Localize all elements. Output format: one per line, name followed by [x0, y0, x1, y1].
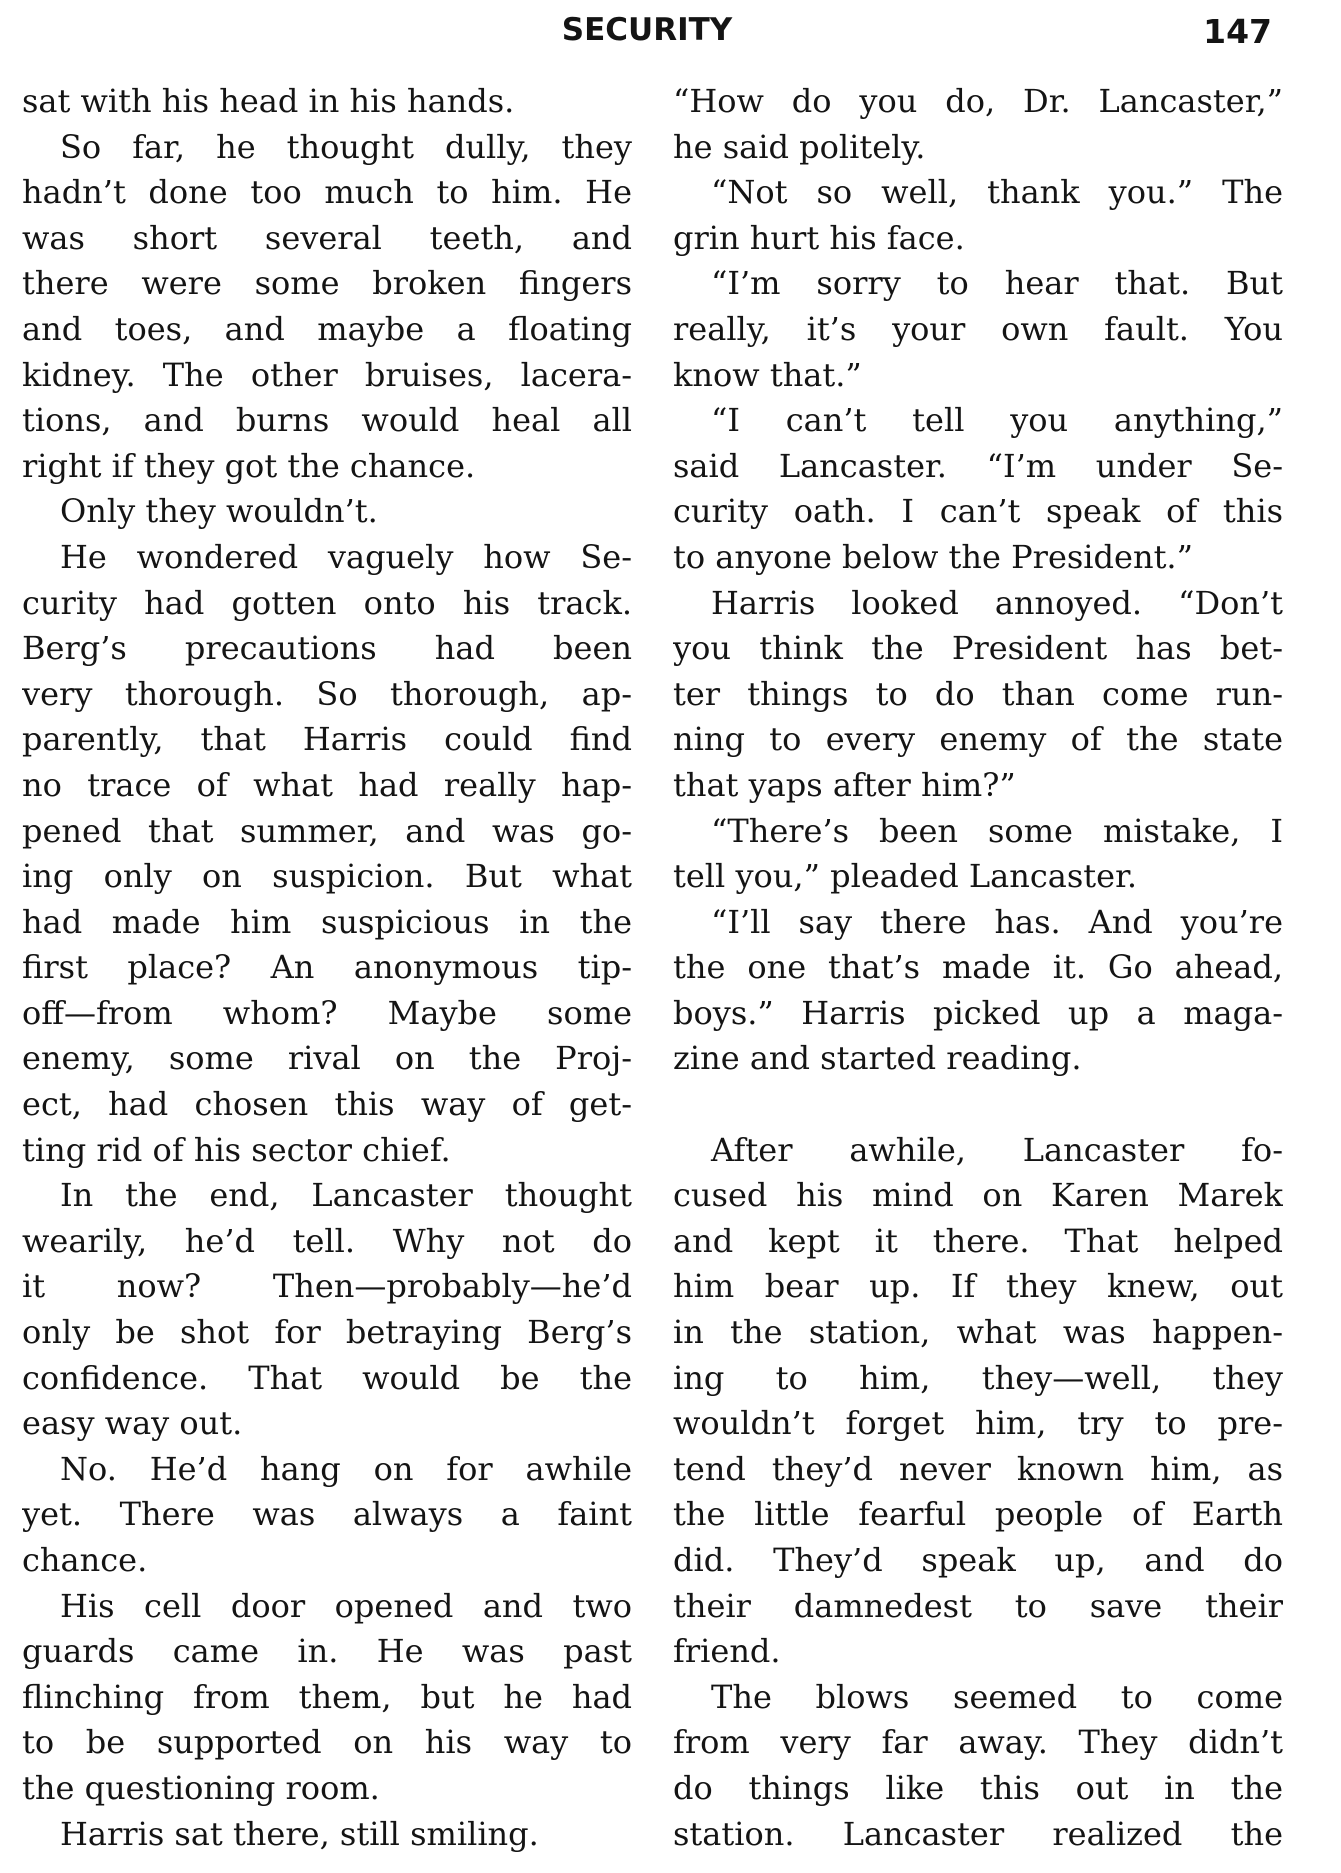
text-line: really, it’s your own fault. You — [673, 309, 1283, 348]
text-line: their damnedest to save their — [673, 1586, 1283, 1625]
text-line: you think the President has bet- — [673, 629, 1283, 668]
text-line: in the station, what was happen- — [673, 1313, 1283, 1352]
text-line: In the end, Lancaster thought — [60, 1176, 632, 1215]
text-line: only be shot for betraying Berg’s — [22, 1313, 632, 1352]
text-line: “Not so well, thank you.” The — [711, 173, 1283, 212]
text-line: it now? Then—probably—he’d — [22, 1267, 632, 1306]
text-line: station. Lancaster realized the — [673, 1814, 1283, 1853]
text-line: the questioning room. — [22, 1768, 380, 1807]
text-line: off—from whom? Maybe some — [22, 993, 632, 1032]
text-line: to be supported on his way to — [22, 1723, 632, 1762]
text-line: Harris sat there, still smiling. — [60, 1814, 539, 1853]
text-line: Berg’s precautions had been — [22, 629, 632, 668]
text-line: yet. There was always a faint — [22, 1495, 632, 1534]
text-line: wearily, he’d tell. Why not do — [22, 1221, 632, 1260]
text-line: “I’ll say there has. And you’re — [711, 902, 1283, 941]
text-line: ning to every enemy of the state — [673, 720, 1283, 759]
text-line: The blows seemed to come — [711, 1677, 1283, 1716]
text-line: tions, and burns would heal all — [22, 401, 632, 440]
text-line: “I can’t tell you anything,” — [711, 401, 1283, 440]
text-line: first place? An anonymous tip- — [22, 948, 632, 987]
text-line: pened that summer, and was go- — [22, 811, 632, 850]
text-line: ing to him, they—well, they — [673, 1358, 1283, 1397]
text-line: So far, he thought dully, they — [60, 127, 632, 166]
text-line: Only they wouldn’t. — [60, 492, 378, 531]
text-line: “I’m sorry to hear that. But — [711, 264, 1283, 303]
text-line: right if they got the chance. — [22, 446, 476, 485]
text-line: do things like this out in the — [673, 1768, 1283, 1807]
text-line: tell you,” pleaded Lancaster. — [673, 857, 1138, 896]
page-number: 147 — [1203, 12, 1272, 51]
text-line: kidney. The other bruises, lacera- — [22, 355, 632, 394]
text-line: ting rid of his sector chief. — [22, 1130, 451, 1169]
text-line: cused his mind on Karen Marek — [673, 1176, 1283, 1215]
text-line: boys.” Harris picked up a maga- — [673, 993, 1283, 1032]
page-header — [22, 12, 1272, 62]
text-line: curity had gotten onto his track. — [22, 583, 632, 622]
text-line: that yaps after him?” — [673, 765, 1016, 804]
text-line: ect, had chosen this way of get- — [22, 1085, 632, 1124]
text-line: He wondered vaguely how Se- — [60, 537, 632, 576]
text-line: and kept it there. That helped — [673, 1221, 1283, 1260]
text-line: curity oath. I can’t speak of this — [673, 492, 1283, 531]
text-line: from very far away. They didn’t — [673, 1723, 1283, 1762]
text-line: sat with his head in his hands. — [22, 82, 515, 120]
text-line: hadn’t done too much to him. He — [22, 173, 632, 212]
text-line: the little fearful people of Earth — [673, 1495, 1283, 1534]
text-line: there were some broken fingers — [22, 264, 632, 303]
left-text-column — [22, 79, 632, 1857]
text-line: ter things to do than come run- — [673, 674, 1283, 713]
text-line: easy way out. — [22, 1404, 243, 1443]
text-line — [673, 1082, 1283, 1128]
text-line: His cell door opened and two — [60, 1586, 632, 1625]
text-line: zine and started reading. — [673, 1039, 1082, 1078]
text-line: parently, that Harris could find — [22, 720, 632, 759]
text-line: After awhile, Lancaster fo- — [711, 1130, 1283, 1169]
text-line: said Lancaster. “I’m under Se- — [673, 446, 1283, 485]
text-line: Harris looked annoyed. “Don’t — [711, 583, 1283, 622]
text-line: did. They’d speak up, and do — [673, 1541, 1283, 1579]
text-line: tend they’d never known him, as — [673, 1449, 1283, 1488]
right-text-column — [673, 79, 1283, 1857]
text-line: chance. — [22, 1541, 148, 1579]
text-line: enemy, some rival on the Proj- — [22, 1039, 632, 1078]
text-line: wouldn’t forget him, try to pre- — [673, 1404, 1283, 1443]
text-line: “There’s been some mistake, I — [711, 811, 1283, 850]
text-line: had made him suspicious in the — [22, 902, 632, 941]
text-line: grin hurt his face. — [673, 218, 965, 257]
text-line: confidence. That would be the — [22, 1358, 632, 1397]
text-line: the one that’s made it. Go ahead, — [673, 948, 1283, 987]
text-line: No. He’d hang on for awhile — [60, 1449, 632, 1488]
text-line: guards came in. He was past — [22, 1632, 632, 1671]
text-line: no trace of what had really hap- — [22, 765, 632, 804]
text-line: was short several teeth, and — [22, 218, 632, 257]
text-line: ing only on suspicion. But what — [22, 857, 632, 896]
text-line: and toes, and maybe a floating — [22, 309, 632, 348]
text-line: friend. — [673, 1632, 781, 1671]
text-line: “How do you do, Dr. Lancaster,” — [673, 82, 1283, 120]
text-line: he said politely. — [673, 127, 926, 166]
text-line: him bear up. If they knew, out — [673, 1267, 1283, 1306]
text-line: know that.” — [673, 355, 862, 394]
running-title: SECURITY — [561, 12, 733, 48]
text-line: flinching from them, but he had — [22, 1677, 632, 1716]
text-line: very thorough. So thorough, ap- — [22, 674, 632, 713]
text-line: to anyone below the President.” — [673, 537, 1193, 576]
